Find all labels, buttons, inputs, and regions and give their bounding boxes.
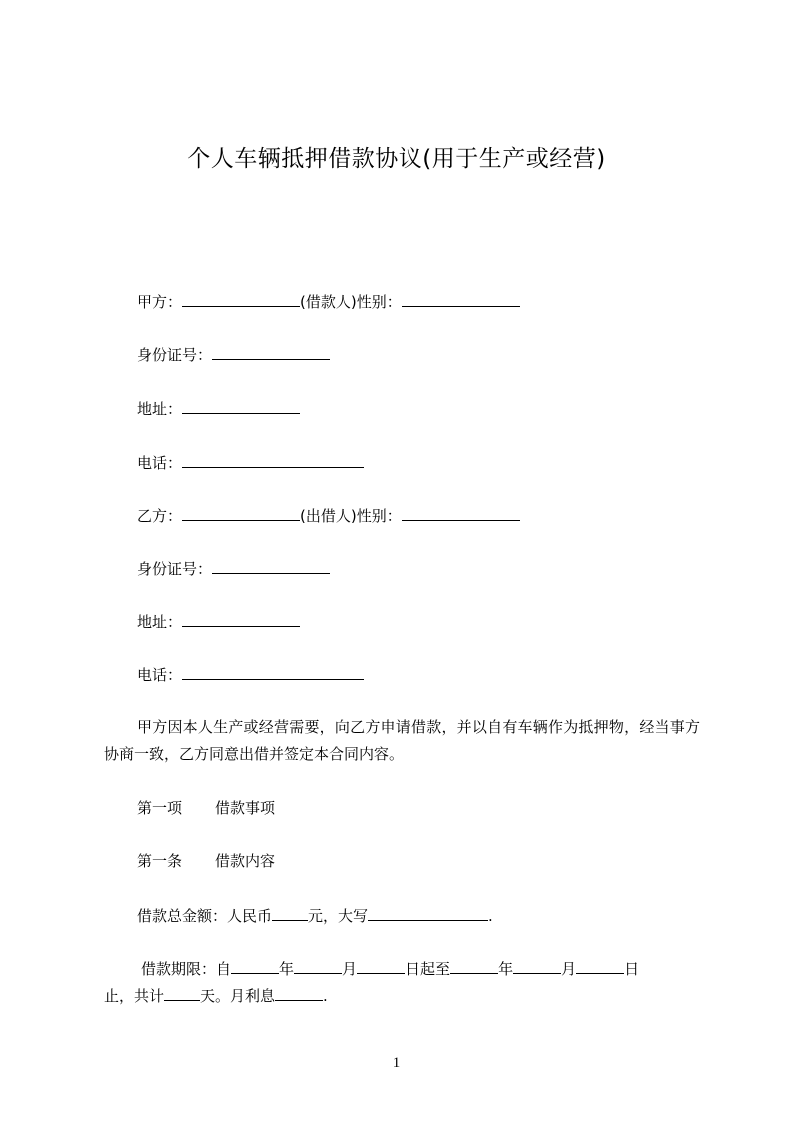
item-heading	[137, 798, 275, 818]
party-b-address-line	[137, 611, 300, 632]
party-b-role: (出借人)性别：	[300, 507, 402, 525]
party-a-id-label: 身份证号：	[137, 346, 213, 364]
document-title: 个人车辆抵押借款协议(用于生产或经营)	[187, 146, 606, 172]
party-b-name-blank	[182, 505, 300, 521]
party-a-address-line	[137, 398, 300, 419]
end-month-blank	[513, 958, 561, 974]
party-a-phone-label: 电话：	[137, 454, 183, 472]
amount-end: .	[488, 907, 493, 925]
article-heading	[137, 851, 275, 871]
amount-unit: 元，大写	[308, 907, 369, 925]
party-b-id-blank	[212, 558, 330, 574]
term-day-1: 日起至	[405, 960, 451, 978]
term-line2-prefix: 止，共计	[104, 987, 165, 1005]
party-a-id-blank	[212, 344, 330, 360]
party-a-gender-blank	[402, 291, 520, 307]
intro-paragraph: 甲方因本人生产或经营需要，向乙方申请借款，并以自有车辆作为抵押物，经当事方协商一致，乙方同意出借并签定本合同内容。	[104, 718, 700, 763]
party-a-address-blank	[182, 398, 300, 414]
total-days-blank	[164, 985, 200, 1001]
end-day-blank	[576, 958, 624, 974]
party-b-address-label: 地址：	[137, 613, 183, 631]
start-year-blank	[231, 958, 279, 974]
party-b-phone-label: 电话：	[137, 666, 183, 684]
party-a-address-label: 地址：	[137, 400, 183, 418]
party-b-line	[137, 505, 520, 526]
party-b-address-blank	[182, 611, 300, 627]
loan-amount-line	[137, 905, 493, 926]
term-year-2: 年	[498, 960, 514, 978]
party-b-label: 乙方：	[137, 507, 183, 525]
party-a-line	[137, 291, 520, 312]
amount-prefix: 借款总金额：人民币	[137, 907, 273, 925]
party-b-phone-blank	[182, 664, 364, 680]
party-a-phone-line	[137, 452, 364, 473]
term-prefix: 借款期限：自	[141, 960, 232, 978]
loan-term-line	[141, 958, 639, 979]
article-number: 第一条	[137, 852, 183, 870]
term-month-2: 月	[561, 960, 577, 978]
party-b-id-label: 身份证号：	[137, 560, 213, 578]
monthly-interest-blank	[275, 985, 323, 1001]
page-number: 1	[392, 1055, 401, 1071]
party-a-id-line	[137, 344, 330, 365]
term-year-1: 年	[279, 960, 295, 978]
party-b-phone-line	[137, 664, 364, 685]
term-days: 天。月利息	[200, 987, 276, 1005]
term-day-2: 日	[624, 960, 640, 978]
party-b-id-line	[137, 558, 330, 579]
loan-term-line-2	[104, 985, 328, 1006]
party-a-phone-blank	[182, 452, 364, 468]
start-day-blank	[357, 958, 405, 974]
party-b-gender-blank	[402, 505, 520, 521]
amount-words-blank	[368, 905, 488, 921]
party-a-label: 甲方：	[137, 293, 183, 311]
item-name: 借款事项	[215, 799, 276, 817]
start-month-blank	[294, 958, 342, 974]
term-end: .	[323, 987, 328, 1005]
party-a-name-blank	[182, 291, 300, 307]
amount-number-blank	[272, 905, 308, 921]
term-month-1: 月	[342, 960, 358, 978]
party-a-role: (借款人)性别：	[300, 293, 402, 311]
end-year-blank	[450, 958, 498, 974]
article-name: 借款内容	[215, 852, 276, 870]
item-number: 第一项	[137, 799, 183, 817]
